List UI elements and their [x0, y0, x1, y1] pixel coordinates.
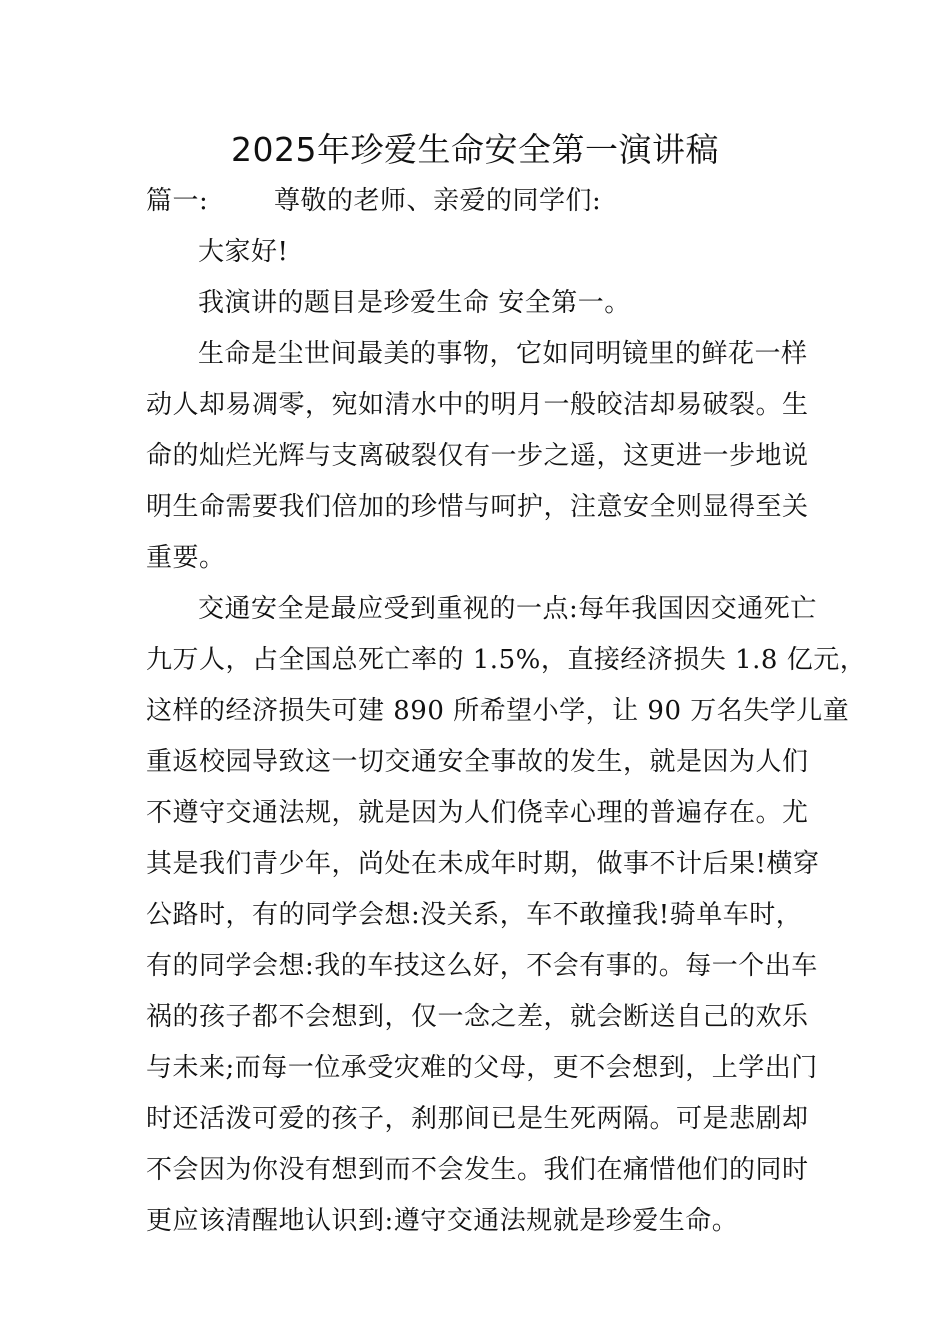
paragraph-line: 九万人，占全国总死亡率的 1.5%，直接经济损失 1.8 亿元， — [146, 645, 867, 675]
document-title: 2025年珍爱生命安全第一演讲稿 — [231, 130, 719, 169]
paragraph-line: 不会因为你没有想到而不会发生。我们在痛惜他们的同时 — [146, 1155, 809, 1185]
paragraph-line: 不遵守交通法规，就是因为人们侥幸心理的普遍存在。尤 — [146, 798, 809, 828]
paragraph-line: 命的灿烂光辉与支离破裂仅有一步之遥，这更进一步地说 — [146, 441, 809, 471]
document-body — [146, 176, 867, 1247]
paragraph-line: 祸的孩子都不会想到，仅一念之差，就会断送自己的欢乐 — [146, 1002, 809, 1032]
paragraph-line: 交通安全是最应受到重视的一点:每年我国因交通死亡 — [198, 594, 817, 624]
paragraph-line: 其是我们青少年，尚处在未成年时期，做事不计后果!横穿 — [146, 849, 820, 879]
salutation-line — [146, 176, 808, 227]
salutation-text: 尊敬的老师、亲爱的同学们: — [274, 186, 602, 216]
paragraph-line: 更应该清醒地认识到:遵守交通法规就是珍爱生命。 — [146, 1206, 739, 1236]
paragraph-line: 这样的经济损失可建 890 所希望小学，让 90 万名失学儿童 — [146, 696, 850, 726]
paragraph-line: 公路时，有的同学会想:没关系，车不敢撞我!骑单车时， — [146, 900, 803, 930]
section-label: 篇一: — [146, 186, 209, 216]
paragraph-line: 生命是尘世间最美的事物，它如同明镜里的鲜花一样 — [198, 339, 808, 369]
paragraph-line: 动人却易凋零，宛如清水中的明月一般皎洁却易破裂。生 — [146, 390, 809, 420]
paragraph-line: 明生命需要我们倍加的珍惜与呵护，注意安全则显得至关 — [146, 492, 809, 522]
paragraph-line: 我演讲的题目是珍爱生命 安全第一。 — [198, 288, 631, 318]
paragraph-line: 与未来;而每一位承受灾难的父母，更不会想到，上学出门 — [146, 1053, 818, 1083]
paragraph-line: 大家好! — [198, 237, 289, 267]
paragraph-line: 时还活泼可爱的孩子，刹那间已是生死两隔。可是悲剧却 — [146, 1104, 809, 1134]
paragraph-line: 重返校园导致这一切交通安全事故的发生，就是因为人们 — [146, 747, 809, 777]
paragraph-line: 重要。 — [146, 543, 226, 573]
paragraph-line: 有的同学会想:我的车技这么好，不会有事的。每一个出车 — [146, 951, 818, 981]
